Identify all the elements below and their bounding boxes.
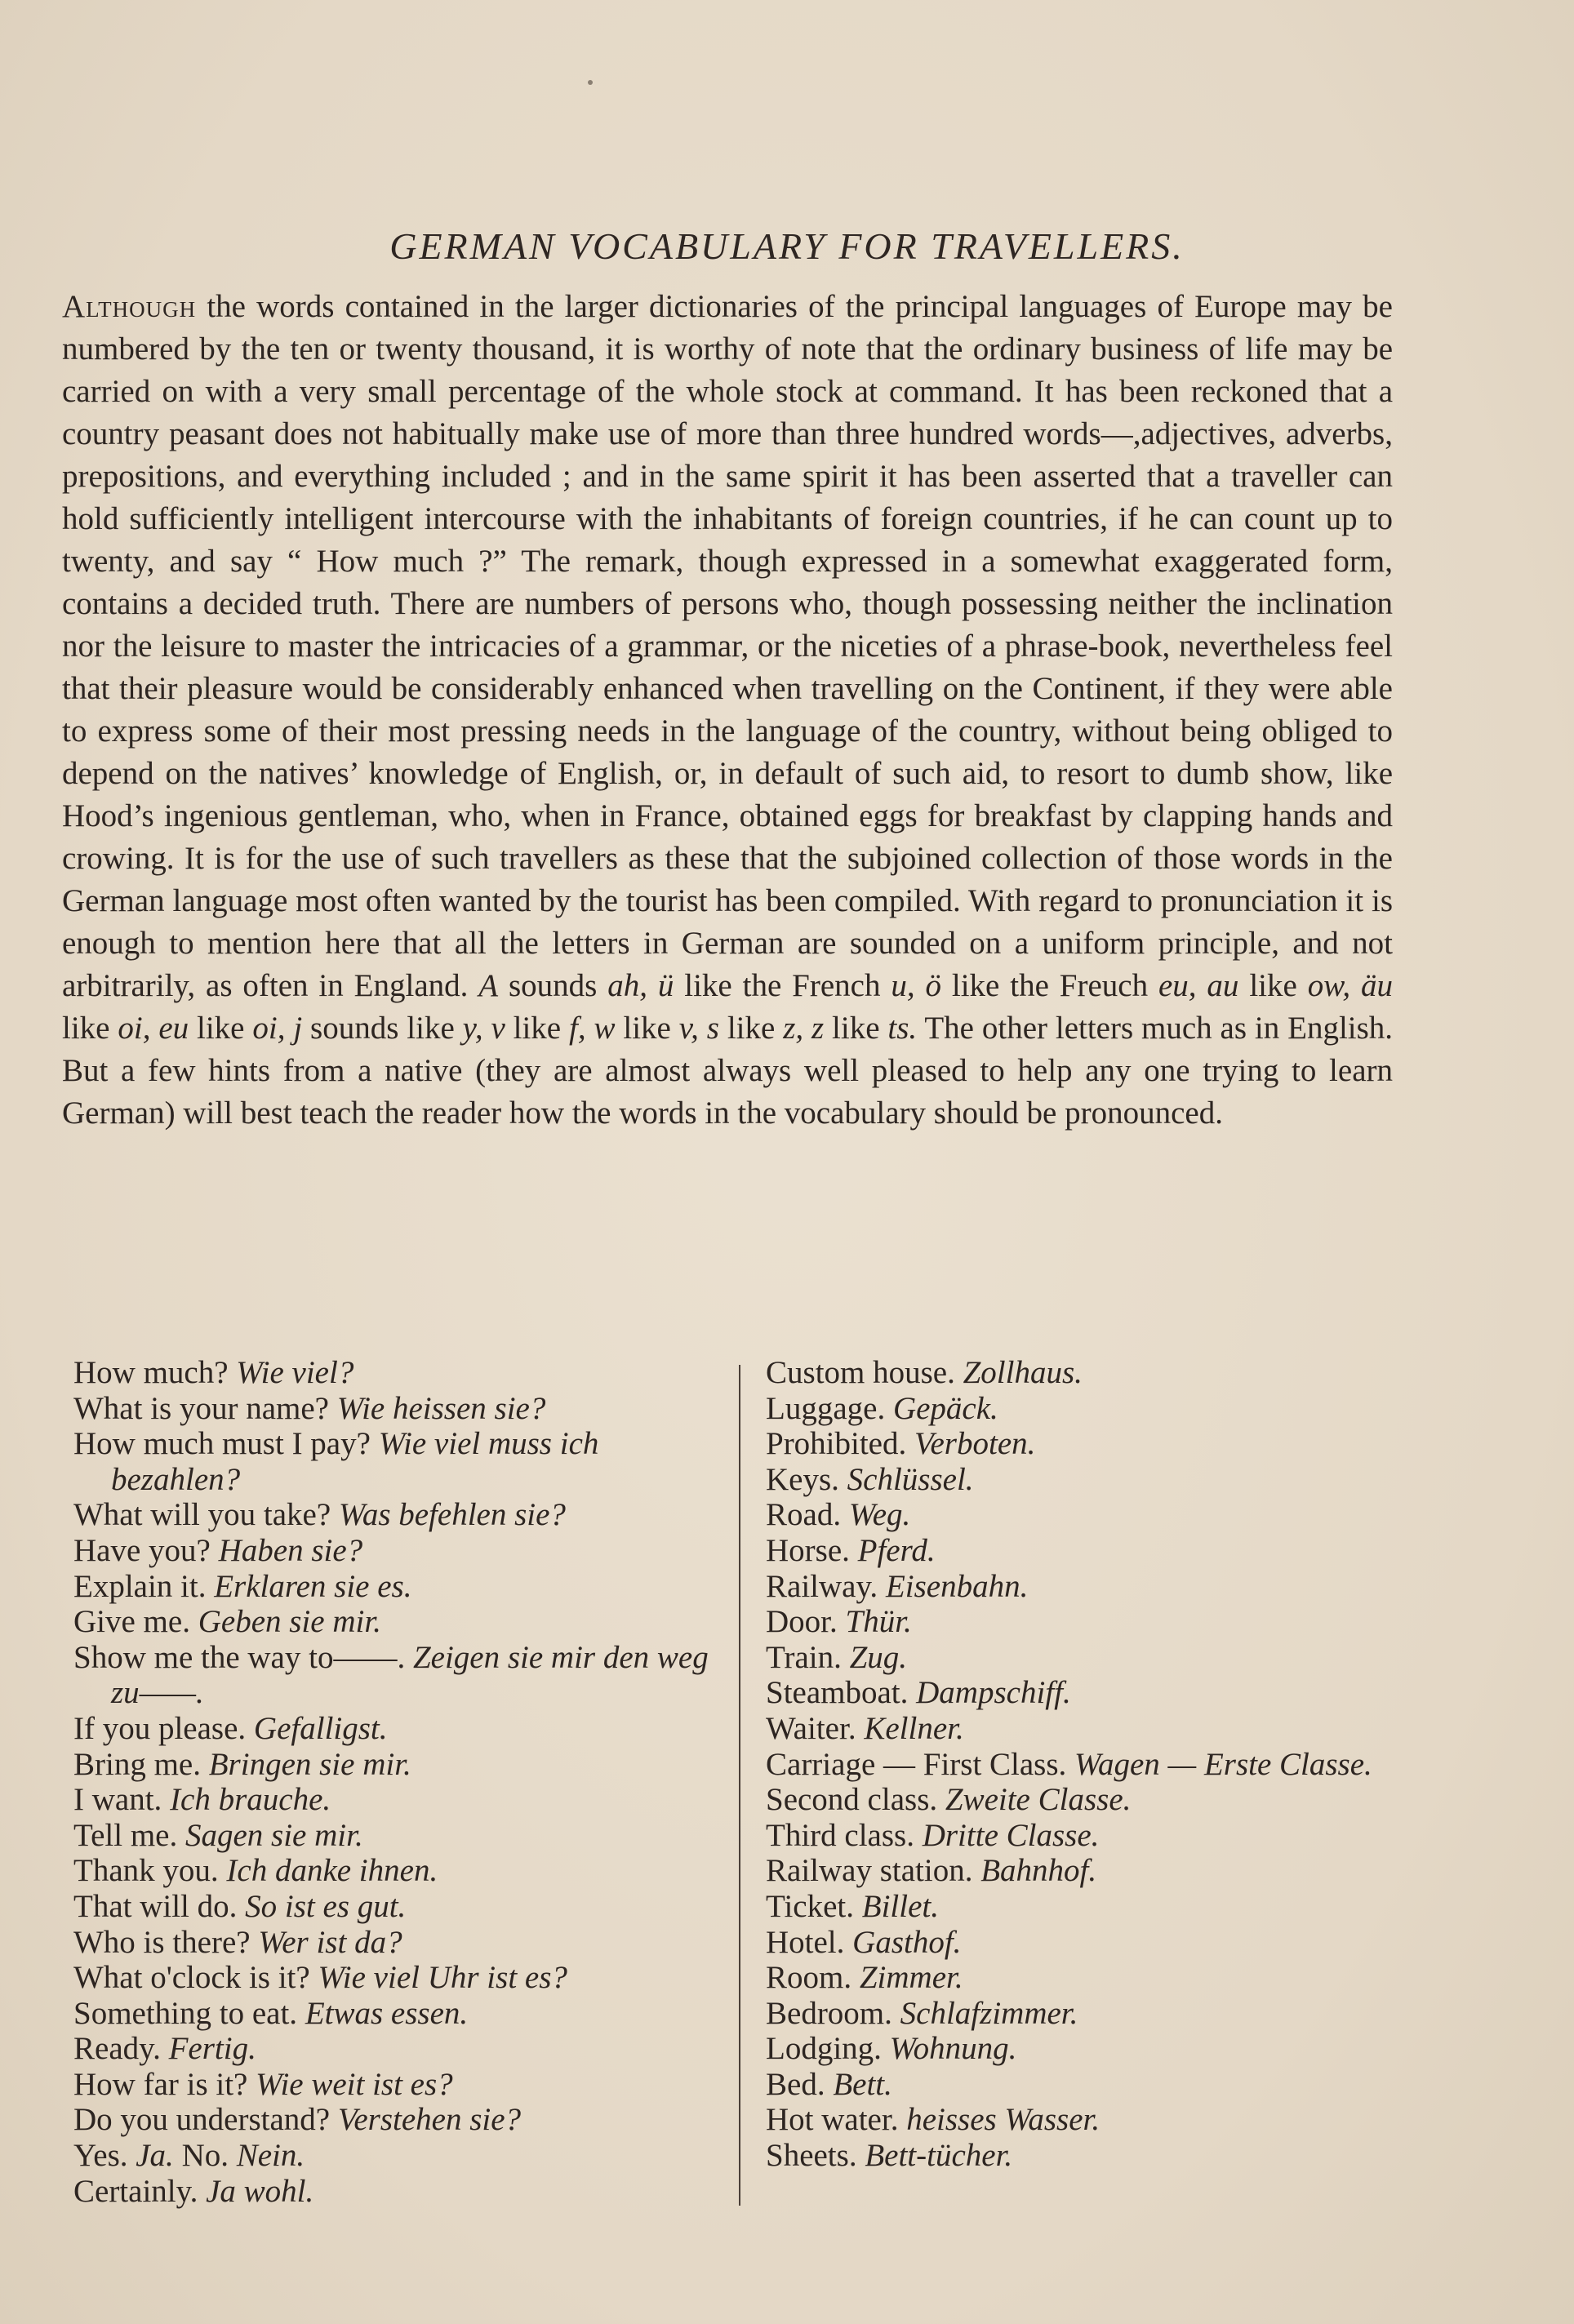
english-phrase: Road. xyxy=(766,1497,842,1533)
english-phrase: Prohibited. xyxy=(766,1426,907,1462)
letter-o-umlaut: ö xyxy=(914,968,941,1003)
vocab-entry xyxy=(766,1569,1419,1605)
german-phrase: Thür. xyxy=(845,1604,912,1640)
english-phrase: Second class. xyxy=(766,1782,938,1818)
german-phrase: Ich danke ihnen. xyxy=(226,1853,438,1889)
vocab-entry xyxy=(766,1996,1419,2032)
vocab-entry xyxy=(73,1747,727,1783)
english-phrase: If you please. xyxy=(73,1710,247,1746)
vocab-entry xyxy=(766,1462,1419,1498)
german-phrase: Gefalligst. xyxy=(253,1710,388,1746)
sound-eu: eu, xyxy=(1158,968,1197,1003)
english-phrase: Tell me. xyxy=(73,1817,178,1853)
letter-v: v xyxy=(482,1011,505,1046)
english-phrase: Hotel. xyxy=(766,1924,845,1960)
english-phrase: Show me the way to——. xyxy=(73,1639,406,1675)
vocab-entry xyxy=(766,1533,1419,1569)
sound-oi: oi, xyxy=(252,1011,286,1046)
vocab-entry xyxy=(766,2031,1419,2067)
german-phrase: Wer ist da? xyxy=(258,1924,402,1960)
german-phrase: Fertig. xyxy=(168,2031,256,2067)
english-phrase: Ticket. xyxy=(766,1888,854,1924)
letter-au-umlaut: äu xyxy=(1350,968,1393,1003)
german-phrase: So ist es gut. xyxy=(245,1888,407,1924)
english-phrase: Thank you. xyxy=(73,1853,219,1889)
intro-fragment: like xyxy=(824,1011,888,1046)
vocab-entry xyxy=(73,1960,727,1996)
intro-fragment: like the Freuch xyxy=(941,968,1158,1003)
english-phrase: Train. xyxy=(766,1639,842,1675)
english-phrase: Bed. xyxy=(766,2066,825,2102)
vocab-entry xyxy=(73,1853,727,1889)
vocab-entry xyxy=(766,2138,1419,2174)
vocab-entry xyxy=(766,2067,1419,2103)
vocab-entry xyxy=(766,1747,1419,1783)
vocab-entry xyxy=(73,1355,727,1391)
vocab-entry xyxy=(73,1426,727,1497)
intro-fragment: like xyxy=(615,1011,679,1046)
german-phrase: Gepäck. xyxy=(892,1390,998,1426)
german-phrase: Etwas essen. xyxy=(305,1995,469,2031)
vocab-entry xyxy=(73,1640,727,1711)
letter-j: j xyxy=(285,1011,303,1046)
german-phrase: Pferd. xyxy=(857,1532,936,1568)
english-phrase: What will you take? xyxy=(73,1497,331,1533)
german-phrase: Sagen sie mir. xyxy=(185,1817,363,1853)
english-phrase: Luggage. xyxy=(766,1390,886,1426)
german-phrase: Schlafzimmer. xyxy=(900,1995,1078,2031)
german-phrase: Zimmer. xyxy=(859,1960,963,1996)
intro-fragment: sounds like xyxy=(302,1011,463,1046)
german-phrase: Eisenbahn. xyxy=(885,1568,1029,1604)
english-phrase: Certainly. xyxy=(73,2173,198,2209)
german-phrase: Billet. xyxy=(861,1888,939,1924)
vocab-entry xyxy=(73,1925,727,1961)
sound-ah: ah, xyxy=(607,968,647,1003)
sound-z: z, xyxy=(783,1011,804,1046)
german-phrase: Zug. xyxy=(849,1639,908,1675)
vocab-entry xyxy=(766,1497,1419,1533)
vocab-entry xyxy=(73,2138,727,2174)
letter-s: s xyxy=(698,1011,719,1046)
intro-fragment: like xyxy=(505,1011,569,1046)
english-phrase: Room. xyxy=(766,1960,852,1996)
vocab-entry xyxy=(766,1604,1419,1640)
page-title: GERMAN VOCABULARY FOR TRAVELLERS. xyxy=(389,225,1185,267)
english-phrase: Custom house. xyxy=(766,1355,955,1390)
sound-ts: ts. xyxy=(887,1011,918,1046)
vocab-entry xyxy=(766,1426,1419,1462)
vocab-entry xyxy=(73,2031,727,2067)
intro-fragment: like xyxy=(189,1011,253,1046)
intro-fragment: like xyxy=(718,1011,784,1046)
vocab-entry xyxy=(73,1711,727,1747)
english-phrase: Third class. xyxy=(766,1817,914,1853)
german-phrase: Was befehlen sie? xyxy=(338,1497,566,1533)
german-phrase: Zollhaus. xyxy=(963,1355,1083,1390)
sound-f: f, xyxy=(569,1011,586,1046)
english-phrase: Who is there? xyxy=(73,1924,251,1960)
english-phrase: Give me. xyxy=(73,1604,190,1640)
intro-paragraph xyxy=(62,286,1393,1135)
english-phrase: Horse. xyxy=(766,1532,850,1568)
intro-fragment: sounds xyxy=(498,968,608,1003)
german-phrase: Verboten. xyxy=(914,1426,1036,1462)
german-phrase: Bett. xyxy=(833,2066,892,2102)
english-phrase: What o'clock is it? xyxy=(73,1960,310,1996)
german-phrase: Wohnung. xyxy=(889,2031,1017,2067)
sound-oi: oi, xyxy=(118,1011,151,1046)
vocab-entry xyxy=(766,2102,1419,2138)
english-phrase: How far is it? xyxy=(73,2066,248,2102)
english-phrase: Keys. xyxy=(766,1461,839,1497)
letter-z: z xyxy=(803,1011,825,1046)
german-phrase: Ja. xyxy=(136,2138,174,2174)
german-phrase: Dampschiff. xyxy=(916,1675,1071,1711)
english-phrase: Yes. xyxy=(73,2138,128,2174)
letter-u-umlaut: ü xyxy=(647,968,674,1003)
german-phrase: Nein. xyxy=(236,2138,305,2174)
vocab-entry xyxy=(73,1604,727,1640)
vocab-entry xyxy=(73,1818,727,1854)
vocab-entry xyxy=(73,1533,727,1569)
sound-ow: ow, xyxy=(1307,968,1351,1003)
german-phrase: Ja wohl. xyxy=(206,2173,314,2209)
vocab-entry xyxy=(766,1925,1419,1961)
english-phrase: Lodging. xyxy=(766,2031,882,2067)
vocab-entry xyxy=(766,1640,1419,1676)
ink-speck xyxy=(588,80,593,85)
vocab-entry xyxy=(73,2174,727,2210)
vocab-entry xyxy=(73,2102,727,2138)
vocab-entry xyxy=(73,1996,727,2032)
vocab-entry xyxy=(73,1782,727,1818)
vocab-entry xyxy=(766,1711,1419,1747)
vocab-entry xyxy=(766,1355,1419,1391)
english-phrase: How much must I pay? xyxy=(73,1426,371,1462)
vocab-entry xyxy=(766,1391,1419,1427)
german-phrase: Wie viel muss ich bezahlen? xyxy=(111,1426,599,1497)
vocab-entry xyxy=(73,1391,727,1427)
intro-text: the words contained in the larger dictionaries of the principal languages of Europe may be numbered by the ten or twenty thousand, it is worthy of note that the ordinary business of life may be carried on with a very small percentage of the whole stock at command. It has been reckoned that a country peasant does not habitually make use of more than three hundred words—,adjectives, adverbs, prepositions, and everything included ; and in the same spirit it has been asserted that a traveller can hold sufficiently intelligent intercourse with the inhabitants of foreign countries, if he can count up to twenty, and say “ How much ?” The remark, though expressed in a somewhat exaggerated form, contains a decided truth. There are numbers of persons who, though possessing neither the inclination nor the leisure to master the intricacies of a grammar, or the niceties of a phrase-book, nevertheless feel that their pleasure would be considerably enhanced when travelling on the Continent, if they were able to express some of their most pressing needs in the language of the country, without being obliged to depend on the natives’ knowledge of English, or, in default of such aid, to resort to dumb show, like Hood’s ingenious gentleman, who, when in France, obtained eggs for breakfast by clapping hands and crowing. It is for the use of such travellers as these that the subjoined collection of those words in the German language most often wanted by the tourist has been compiled. With regard to pronunciation it is enough to mention here that all the letters in German are sounded on a uniform principle, and not arbitrarily, as often in England. xyxy=(62,289,1393,1003)
english-phrase: Railway station. xyxy=(766,1853,973,1889)
german-phrase: Schlüssel. xyxy=(847,1461,974,1497)
german-phrase: Bahnhof. xyxy=(980,1853,1097,1889)
vocab-entry xyxy=(766,1782,1419,1818)
english-phrase: Ready. xyxy=(73,2031,161,2067)
german-phrase: Erklaren sie es. xyxy=(214,1568,412,1604)
intro-text: The other letters much as in English. But a few hints from a native (they are almost always well pleased to help any one trying to learn German) will best teach the reader how the words in the vocabulary should be pronounced. xyxy=(62,1011,1394,1131)
english-phrase: Bedroom. xyxy=(766,1995,892,2031)
german-phrase: Bringen sie mir. xyxy=(208,1746,411,1782)
english-phrase: That will do. xyxy=(73,1888,238,1924)
german-phrase: Geben sie mir. xyxy=(198,1604,381,1640)
intro-fragment: like xyxy=(1238,968,1308,1003)
german-phrase: Zeigen sie mir den weg zu——. xyxy=(111,1639,709,1711)
german-phrase: Gasthof. xyxy=(852,1924,962,1960)
english-phrase: Waiter. xyxy=(766,1710,856,1746)
english-phrase: Do you understand? xyxy=(73,2102,331,2138)
letter-a: A xyxy=(478,968,499,1003)
intro-lead-word: Although xyxy=(62,289,197,324)
german-phrase: Weg. xyxy=(848,1497,911,1533)
german-phrase: Bett-tücher. xyxy=(865,2138,1013,2174)
english-phrase: Hot water. xyxy=(766,2102,899,2138)
english-phrase: Sheets. xyxy=(766,2138,857,2174)
letter-au: au xyxy=(1196,968,1239,1003)
german-phrase: Kellner. xyxy=(864,1710,964,1746)
german-phrase: Verstehen sie? xyxy=(337,2102,522,2138)
german-phrase: Ich brauche. xyxy=(170,1782,331,1818)
german-phrase: Wie viel Uhr ist es? xyxy=(318,1960,567,1996)
german-phrase: heisses Wasser. xyxy=(906,2102,1100,2138)
english-phrase: How much? xyxy=(73,1355,229,1390)
vocab-entry xyxy=(766,1853,1419,1889)
vocab-entry xyxy=(73,2067,727,2103)
german-phrase: Wie weit ist es? xyxy=(256,2066,453,2102)
vocab-entry xyxy=(73,1569,727,1605)
german-phrase: Wie viel? xyxy=(236,1355,354,1390)
german-phrase: Zweite Classe. xyxy=(945,1782,1132,1818)
english-phrase: What is your name? xyxy=(73,1390,329,1426)
sound-v: v, xyxy=(678,1011,699,1046)
letter-eu: eu xyxy=(150,1011,189,1046)
english-phrase: Carriage — First Class. xyxy=(766,1746,1067,1782)
german-phrase: Dritte Classe. xyxy=(922,1817,1100,1853)
vocab-entry xyxy=(766,1818,1419,1854)
english-phrase: No. xyxy=(181,2138,229,2174)
german-phrase: Haben sie? xyxy=(218,1532,363,1568)
vocab-entry xyxy=(73,1889,727,1925)
column-divider xyxy=(739,1365,740,2206)
german-phrase: Wagen — Erste Classe. xyxy=(1074,1746,1372,1782)
vocabulary-left-column xyxy=(73,1355,727,2209)
english-phrase: Door. xyxy=(766,1604,838,1640)
english-phrase: Explain it. xyxy=(73,1568,207,1604)
english-phrase: Railway. xyxy=(766,1568,878,1604)
vocab-entry xyxy=(73,1497,727,1533)
english-phrase: Bring me. xyxy=(73,1746,201,1782)
english-phrase: Something to eat. xyxy=(73,1995,298,2031)
intro-fragment: like xyxy=(62,1011,118,1046)
vocabulary-right-column xyxy=(766,1355,1419,2174)
sound-y: y, xyxy=(462,1011,483,1046)
english-phrase: Steamboat. xyxy=(766,1675,909,1711)
vocab-entry xyxy=(766,1960,1419,1996)
intro-fragment: like the French xyxy=(674,968,891,1003)
english-phrase: Have you? xyxy=(73,1532,211,1568)
letter-w: w xyxy=(585,1011,616,1046)
vocab-entry xyxy=(766,1889,1419,1925)
vocab-entry xyxy=(766,1675,1419,1711)
sound-u: u, xyxy=(891,968,915,1003)
english-phrase: I want. xyxy=(73,1782,162,1818)
german-phrase: Wie heissen sie? xyxy=(336,1390,546,1426)
